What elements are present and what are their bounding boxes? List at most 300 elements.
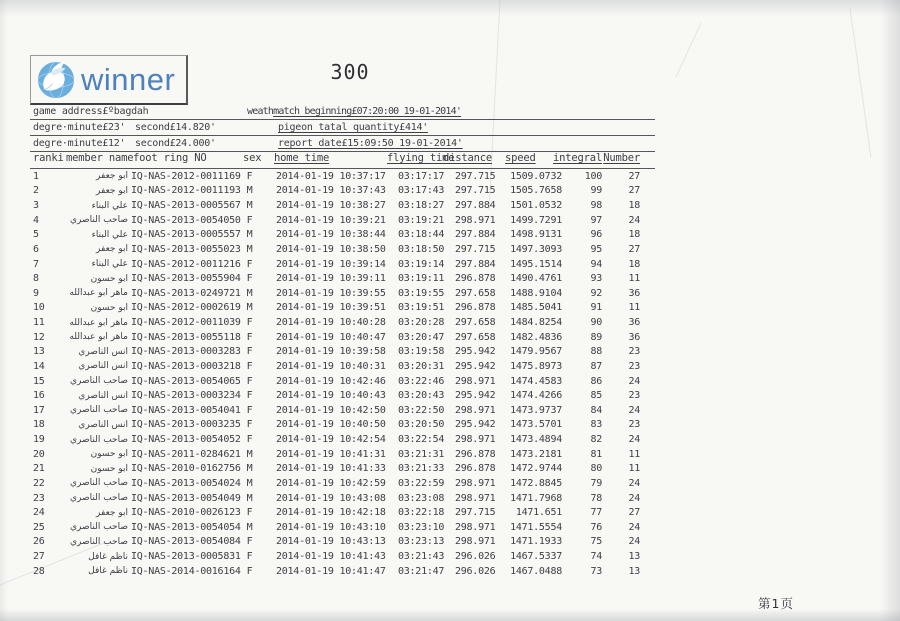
- cell-distance: 296.878: [455, 463, 496, 475]
- cell-distance: 298.971: [455, 434, 496, 446]
- cell-distance: 298.971: [455, 521, 496, 533]
- table-row: [30, 505, 642, 520]
- cell-member-name: صاحب الناصري: [70, 522, 128, 533]
- table-row: [30, 286, 642, 301]
- cell-home-time: 2014-01-19 10:39:14: [276, 258, 386, 270]
- table-row: [30, 345, 642, 360]
- cell-sex: F: [246, 551, 253, 563]
- cell-number: 24: [628, 214, 640, 226]
- cell-distance: 297.658: [455, 287, 496, 299]
- cell-integral: 87: [590, 360, 602, 372]
- table-row: [30, 359, 642, 374]
- cell-integral: 79: [590, 477, 602, 489]
- cell-integral: 88: [590, 346, 602, 358]
- cell-integral: 76: [590, 521, 602, 533]
- col-sex: sex: [243, 152, 262, 164]
- cell-home-time: 2014-01-19 10:42:50: [276, 404, 386, 416]
- cell-distance: 297.658: [455, 331, 496, 343]
- cell-distance: 295.942: [455, 346, 496, 358]
- cell-rank: 19: [33, 434, 45, 446]
- cell-rank: 2: [33, 185, 39, 197]
- cell-speed: 1482.4836: [510, 331, 562, 343]
- col-integral: integral: [553, 152, 602, 164]
- cell-home-time: 2014-01-19 10:39:51: [276, 302, 386, 314]
- cell-foot-ring-no: IQ-NAS-2013-0005831: [131, 551, 241, 563]
- cell-distance: 296.878: [455, 302, 496, 314]
- cell-number: 13: [628, 551, 640, 563]
- table-row: [30, 476, 642, 491]
- table-row: [30, 432, 642, 447]
- cell-flying-time: 03:19:58: [398, 346, 445, 358]
- cell-integral: 92: [590, 287, 602, 299]
- cell-distance: 297.715: [455, 170, 496, 182]
- cell-flying-time: 03:18:27: [398, 200, 445, 212]
- cell-foot-ring-no: IQ-NAS-2013-0054050: [131, 214, 241, 226]
- cell-speed: 1473.2181: [510, 448, 562, 460]
- cell-member-name: ناظم غافل: [88, 551, 128, 562]
- cell-number: 24: [628, 477, 640, 489]
- cell-speed: 1488.9104: [510, 287, 562, 299]
- table-row: [30, 301, 642, 316]
- cell-rank: 13: [33, 346, 45, 358]
- cell-integral: 74: [590, 551, 602, 563]
- cell-home-time: 2014-01-19 10:42:18: [276, 507, 386, 519]
- cell-home-time: 2014-01-19 10:42:54: [276, 434, 386, 446]
- cell-distance: 297.884: [455, 229, 496, 241]
- divider: [30, 135, 655, 136]
- cell-number: 24: [628, 492, 640, 504]
- cell-foot-ring-no: IQ-NAS-2013-0003235: [131, 419, 241, 431]
- cell-integral: 95: [590, 243, 602, 255]
- cell-speed: 1490.4761: [510, 273, 562, 285]
- cell-sex: F: [246, 390, 253, 402]
- cell-flying-time: 03:19:21: [398, 214, 445, 226]
- cell-speed: 1467.0488: [510, 565, 562, 577]
- cell-distance: 296.878: [455, 273, 496, 285]
- cell-member-name: انس الناصري: [78, 346, 128, 357]
- cell-speed: 1473.9737: [510, 404, 562, 416]
- cell-foot-ring-no: IQ-NAS-2013-0055118: [131, 331, 241, 343]
- cell-number: 11: [628, 302, 640, 314]
- cell-rank: 9: [33, 287, 39, 299]
- cell-flying-time: 03:20:43: [398, 390, 445, 402]
- paper-crease: [850, 9, 872, 158]
- degree-minute-lat: degre·minute£23': [33, 122, 126, 133]
- cell-distance: 298.971: [455, 404, 496, 416]
- cell-rank: 4: [33, 214, 39, 226]
- cell-home-time: 2014-01-19 10:39:11: [276, 273, 386, 285]
- cell-member-name: ابو جعفر: [96, 507, 128, 518]
- cell-member-name: ابو حسون: [90, 273, 128, 284]
- cell-sex: F: [246, 360, 253, 372]
- cell-rank: 1: [33, 170, 39, 182]
- cell-rank: 11: [33, 317, 45, 329]
- cell-sex: F: [246, 404, 253, 416]
- cell-distance: 298.971: [455, 477, 496, 489]
- cell-number: 27: [628, 507, 640, 519]
- cell-number: 23: [628, 346, 640, 358]
- cell-member-name: صاحب الناصري: [70, 215, 128, 226]
- page-number: 第1页: [758, 596, 794, 611]
- cell-integral: 93: [590, 273, 602, 285]
- cell-sex: M: [246, 448, 253, 460]
- second-lon: second£24.000': [135, 138, 216, 149]
- table-row: [30, 388, 642, 403]
- dove-globe-icon: [35, 59, 77, 101]
- cell-member-name: ماهر ابو عبدالله: [69, 317, 128, 328]
- cell-integral: 100: [584, 170, 602, 182]
- cell-flying-time: 03:22:50: [398, 404, 445, 416]
- cell-foot-ring-no: IQ-NAS-2012-0011193: [131, 185, 241, 197]
- cell-sex: F: [246, 565, 253, 577]
- cell-flying-time: 03:17:17: [398, 170, 445, 182]
- cell-member-name: علي البناء: [91, 229, 128, 240]
- table-row: [30, 520, 642, 535]
- cell-flying-time: 03:23:08: [398, 492, 445, 504]
- cell-foot-ring-no: IQ-NAS-2013-0054084: [131, 536, 241, 548]
- cell-speed: 1501.0532: [510, 200, 562, 212]
- cell-foot-ring-no: IQ-NAS-2013-0054024: [131, 477, 241, 489]
- degree-minute-lon: degre·minute£12': [33, 138, 126, 149]
- cell-rank: 28: [33, 565, 45, 577]
- cell-rank: 26: [33, 536, 45, 548]
- cell-integral: 96: [590, 229, 602, 241]
- cell-speed: 1505.7658: [510, 185, 562, 197]
- cell-sex: F: [246, 507, 253, 519]
- cell-rank: 17: [33, 404, 45, 416]
- cell-home-time: 2014-01-19 10:39:58: [276, 346, 386, 358]
- cell-member-name: علي البناء: [91, 200, 128, 211]
- table-row: [30, 549, 642, 564]
- cell-rank: 5: [33, 229, 39, 241]
- cell-integral: 90: [590, 317, 602, 329]
- cell-sex: M: [246, 229, 253, 241]
- results-table-body: [30, 169, 642, 579]
- cell-sex: F: [246, 331, 253, 343]
- cell-distance: 298.971: [455, 214, 496, 226]
- cell-distance: 297.884: [455, 200, 496, 212]
- cell-speed: 1472.8845: [510, 477, 562, 489]
- cell-home-time: 2014-01-19 10:40:50: [276, 419, 386, 431]
- cell-speed: 1473.5701: [510, 419, 562, 431]
- col-flying-time: flying time: [387, 152, 455, 164]
- weather-label: weath: [247, 106, 274, 117]
- cell-sex: M: [246, 185, 253, 197]
- table-row: [30, 403, 642, 418]
- cell-speed: 1472.9744: [510, 463, 562, 475]
- cell-rank: 8: [33, 273, 39, 285]
- cell-flying-time: 03:21:33: [398, 463, 445, 475]
- table-row: [30, 491, 642, 506]
- table-row: [30, 242, 642, 257]
- cell-flying-time: 03:20:31: [398, 360, 445, 372]
- cell-member-name: علي البناء: [91, 259, 128, 270]
- cell-flying-time: 03:23:10: [398, 521, 445, 533]
- cell-home-time: 2014-01-19 10:43:10: [276, 521, 386, 533]
- cell-integral: 97: [590, 214, 602, 226]
- cell-member-name: صاحب الناصري: [70, 376, 128, 387]
- cell-speed: 1471.7968: [510, 492, 562, 504]
- cell-member-name: ناظم غافل: [88, 566, 128, 577]
- cell-home-time: 2014-01-19 10:38:44: [276, 229, 386, 241]
- cell-flying-time: 03:20:47: [398, 331, 445, 343]
- cell-home-time: 2014-01-19 10:40:47: [276, 331, 386, 343]
- cell-sex: M: [246, 243, 253, 255]
- cell-speed: 1479.9567: [510, 346, 562, 358]
- cell-rank: 16: [33, 390, 45, 402]
- cell-home-time: 2014-01-19 10:38:27: [276, 200, 386, 212]
- cell-rank: 25: [33, 521, 45, 533]
- cell-foot-ring-no: IQ-NAS-2014-0016164: [131, 565, 241, 577]
- cell-foot-ring-no: IQ-NAS-2010-0162756: [131, 463, 241, 475]
- cell-sex: F: [246, 375, 253, 387]
- cell-distance: 297.884: [455, 258, 496, 270]
- cell-number: 36: [628, 287, 640, 299]
- cell-rank: 24: [33, 507, 45, 519]
- cell-number: 27: [628, 185, 640, 197]
- cell-sex: F: [246, 214, 253, 226]
- cell-home-time: 2014-01-19 10:42:46: [276, 375, 386, 387]
- cell-home-time: 2014-01-19 10:39:21: [276, 214, 386, 226]
- cell-speed: 1497.3093: [510, 243, 562, 255]
- cell-integral: 81: [590, 448, 602, 460]
- cell-foot-ring-no: IQ-NAS-2013-0054065: [131, 375, 241, 387]
- col-member-name: member name: [66, 152, 134, 164]
- cell-rank: 27: [33, 551, 45, 563]
- cell-foot-ring-no: IQ-NAS-2013-0003283: [131, 346, 241, 358]
- report-date: report date£15:09:50 19-01-2014': [278, 138, 463, 149]
- cell-rank: 3: [33, 200, 39, 212]
- results-table-header: [0, 152, 900, 168]
- cell-foot-ring-no: IQ-NAS-2013-0054041: [131, 404, 241, 416]
- cell-speed: 1474.4583: [510, 375, 562, 387]
- cell-foot-ring-no: IQ-NAS-2012-0011169: [131, 170, 241, 182]
- cell-foot-ring-no: IQ-NAS-2011-0284621: [131, 448, 241, 460]
- cell-integral: 82: [590, 434, 602, 446]
- table-row: [30, 418, 642, 433]
- cell-home-time: 2014-01-19 10:43:08: [276, 492, 386, 504]
- game-address: game address£ºbagdah: [33, 106, 149, 117]
- cell-speed: 1473.4894: [510, 434, 562, 446]
- match-beginning-value: match beginning£07:20:00 19-01-2014': [273, 106, 462, 117]
- cell-integral: 84: [590, 404, 602, 416]
- cell-member-name: ابو جعفر: [96, 185, 128, 196]
- cell-integral: 98: [590, 200, 602, 212]
- cell-speed: 1495.1514: [510, 258, 562, 270]
- cell-flying-time: 03:22:59: [398, 477, 445, 489]
- cell-integral: 80: [590, 463, 602, 475]
- table-row: [30, 198, 642, 213]
- cell-foot-ring-no: IQ-NAS-2013-0054049: [131, 492, 241, 504]
- cell-sex: F: [246, 273, 253, 285]
- cell-member-name: ماهر ابو عبدالله: [69, 332, 128, 343]
- cell-distance: 295.942: [455, 360, 496, 372]
- cell-member-name: صاحب الناصري: [70, 493, 128, 504]
- cell-foot-ring-no: IQ-NAS-2012-0011216: [131, 258, 241, 270]
- cell-sex: M: [246, 200, 253, 212]
- match-beginning: [247, 106, 461, 117]
- cell-number: 27: [628, 170, 640, 182]
- cell-home-time: 2014-01-19 10:41:31: [276, 448, 386, 460]
- cell-foot-ring-no: IQ-NAS-2013-0054052: [131, 434, 241, 446]
- cell-home-time: 2014-01-19 10:42:59: [276, 477, 386, 489]
- cell-foot-ring-no: IQ-NAS-2012-0011039: [131, 317, 241, 329]
- cell-number: 11: [628, 448, 640, 460]
- table-row: [30, 564, 642, 579]
- cell-flying-time: 03:21:43: [398, 551, 445, 563]
- cell-foot-ring-no: IQ-NAS-2013-0055023: [131, 243, 241, 255]
- table-row: [30, 257, 642, 272]
- cell-flying-time: 03:22:46: [398, 375, 445, 387]
- cell-integral: 94: [590, 258, 602, 270]
- col-home-time: home time: [274, 152, 330, 164]
- cell-speed: 1467.5337: [510, 551, 562, 563]
- cell-rank: 14: [33, 360, 45, 372]
- cell-foot-ring-no: IQ-NAS-2013-0005567: [131, 200, 241, 212]
- table-row: [30, 169, 642, 184]
- cell-home-time: 2014-01-19 10:43:13: [276, 536, 386, 548]
- cell-flying-time: 03:21:31: [398, 448, 445, 460]
- cell-home-time: 2014-01-19 10:41:33: [276, 463, 386, 475]
- cell-rank: 23: [33, 492, 45, 504]
- cell-speed: 1485.5041: [510, 302, 562, 314]
- cell-home-time: 2014-01-19 10:40:28: [276, 317, 386, 329]
- cell-flying-time: 03:20:50: [398, 419, 445, 431]
- cell-speed: 1475.8973: [510, 360, 562, 372]
- cell-sex: M: [246, 463, 253, 475]
- cell-home-time: 2014-01-19 10:37:17: [276, 170, 386, 182]
- cell-sex: F: [246, 434, 253, 446]
- cell-rank: 7: [33, 258, 39, 270]
- cell-number: 36: [628, 317, 640, 329]
- cell-speed: 1498.9131: [510, 229, 562, 241]
- cell-flying-time: 03:22:54: [398, 434, 445, 446]
- cell-rank: 10: [33, 302, 45, 314]
- cell-number: 27: [628, 243, 640, 255]
- logo-text: winner: [81, 62, 176, 97]
- cell-sex: F: [246, 536, 253, 548]
- cell-flying-time: 03:19:55: [398, 287, 445, 299]
- cell-integral: 77: [590, 507, 602, 519]
- cell-home-time: 2014-01-19 10:40:43: [276, 390, 386, 402]
- cell-integral: 83: [590, 419, 602, 431]
- cell-foot-ring-no: IQ-NAS-2013-0054054: [131, 521, 241, 533]
- cell-speed: 1471.1933: [510, 536, 562, 548]
- cell-rank: 22: [33, 477, 45, 489]
- cell-integral: 78: [590, 492, 602, 504]
- cell-number: 13: [628, 565, 640, 577]
- cell-sex: M: [246, 287, 253, 299]
- cell-distance: 296.026: [455, 565, 496, 577]
- cell-number: 11: [628, 463, 640, 475]
- table-row: [30, 213, 642, 228]
- cell-number: 23: [628, 360, 640, 372]
- cell-distance: 298.971: [455, 536, 496, 548]
- col-foot-ring-no: foot ring NO: [133, 152, 207, 164]
- cell-flying-time: 03:19:11: [398, 273, 445, 285]
- cell-sex: F: [246, 346, 253, 358]
- cell-number: 24: [628, 536, 640, 548]
- cell-number: 11: [628, 273, 640, 285]
- cell-member-name: ابو حسون: [90, 302, 128, 313]
- cell-speed: 1471.5554: [510, 521, 562, 533]
- cell-number: 24: [628, 434, 640, 446]
- cell-sex: F: [246, 317, 253, 329]
- cell-foot-ring-no: IQ-NAS-2013-0003234: [131, 390, 241, 402]
- cell-distance: 296.878: [455, 448, 496, 460]
- col-distance: distance: [443, 152, 492, 164]
- cell-number: 23: [628, 419, 640, 431]
- col-rank: ranki: [33, 152, 64, 164]
- cell-sex: F: [246, 170, 253, 182]
- cell-distance: 298.971: [455, 375, 496, 387]
- cell-foot-ring-no: IQ-NAS-2012-0002619: [131, 302, 241, 314]
- cell-home-time: 2014-01-19 10:39:55: [276, 287, 386, 299]
- cell-speed: 1474.4266: [510, 390, 562, 402]
- cell-rank: 21: [33, 463, 45, 475]
- cell-integral: 85: [590, 390, 602, 402]
- cell-home-time: 2014-01-19 10:41:47: [276, 565, 386, 577]
- cell-sex: F: [246, 258, 253, 270]
- cell-distance: 297.715: [455, 507, 496, 519]
- cell-home-time: 2014-01-19 10:40:31: [276, 360, 386, 372]
- table-row: [30, 447, 642, 462]
- cell-integral: 86: [590, 375, 602, 387]
- cell-flying-time: 03:19:51: [398, 302, 445, 314]
- cell-flying-time: 03:19:14: [398, 258, 445, 270]
- col-speed: speed: [505, 152, 536, 164]
- race-title: 300: [330, 60, 370, 84]
- cell-sex: F: [246, 419, 253, 431]
- cell-member-name: ماهر ابو عبدالله: [69, 288, 128, 299]
- cell-member-name: صاحب الناصري: [70, 405, 128, 416]
- cell-member-name: صاحب الناصري: [70, 536, 128, 547]
- cell-sex: M: [246, 477, 253, 489]
- pigeon-total-quantity: pigeon tatal quantity£414': [278, 122, 429, 133]
- cell-distance: 298.971: [455, 492, 496, 504]
- cell-integral: 89: [590, 331, 602, 343]
- cell-member-name: ابو جعفر: [96, 244, 128, 255]
- cell-member-name: ابو جعفر: [96, 171, 128, 182]
- cell-flying-time: 03:20:28: [398, 317, 445, 329]
- cell-sex: M: [246, 492, 253, 504]
- cell-sex: M: [246, 302, 253, 314]
- col-number: Number: [603, 152, 640, 164]
- cell-rank: 6: [33, 243, 39, 255]
- cell-number: 36: [628, 331, 640, 343]
- cell-member-name: صاحب الناصري: [70, 434, 128, 445]
- cell-speed: 1484.8254: [510, 317, 562, 329]
- cell-integral: 75: [590, 536, 602, 548]
- winner-logo: [30, 55, 188, 105]
- cell-member-name: ابو حسون: [90, 463, 128, 474]
- cell-distance: 295.942: [455, 390, 496, 402]
- cell-member-name: انس الناصري: [78, 419, 128, 430]
- cell-number: 18: [628, 258, 640, 270]
- table-row: [30, 228, 642, 243]
- cell-home-time: 2014-01-19 10:37:43: [276, 185, 386, 197]
- cell-rank: 15: [33, 375, 45, 387]
- cell-distance: 297.658: [455, 317, 496, 329]
- cell-number: 18: [628, 229, 640, 241]
- table-row: [30, 535, 642, 550]
- cell-flying-time: 03:23:13: [398, 536, 445, 548]
- cell-flying-time: 03:18:44: [398, 229, 445, 241]
- cell-foot-ring-no: IQ-NAS-2013-0249721: [131, 287, 241, 299]
- cell-flying-time: 03:21:47: [398, 565, 445, 577]
- cell-sex: M: [246, 521, 253, 533]
- cell-flying-time: 03:22:18: [398, 507, 445, 519]
